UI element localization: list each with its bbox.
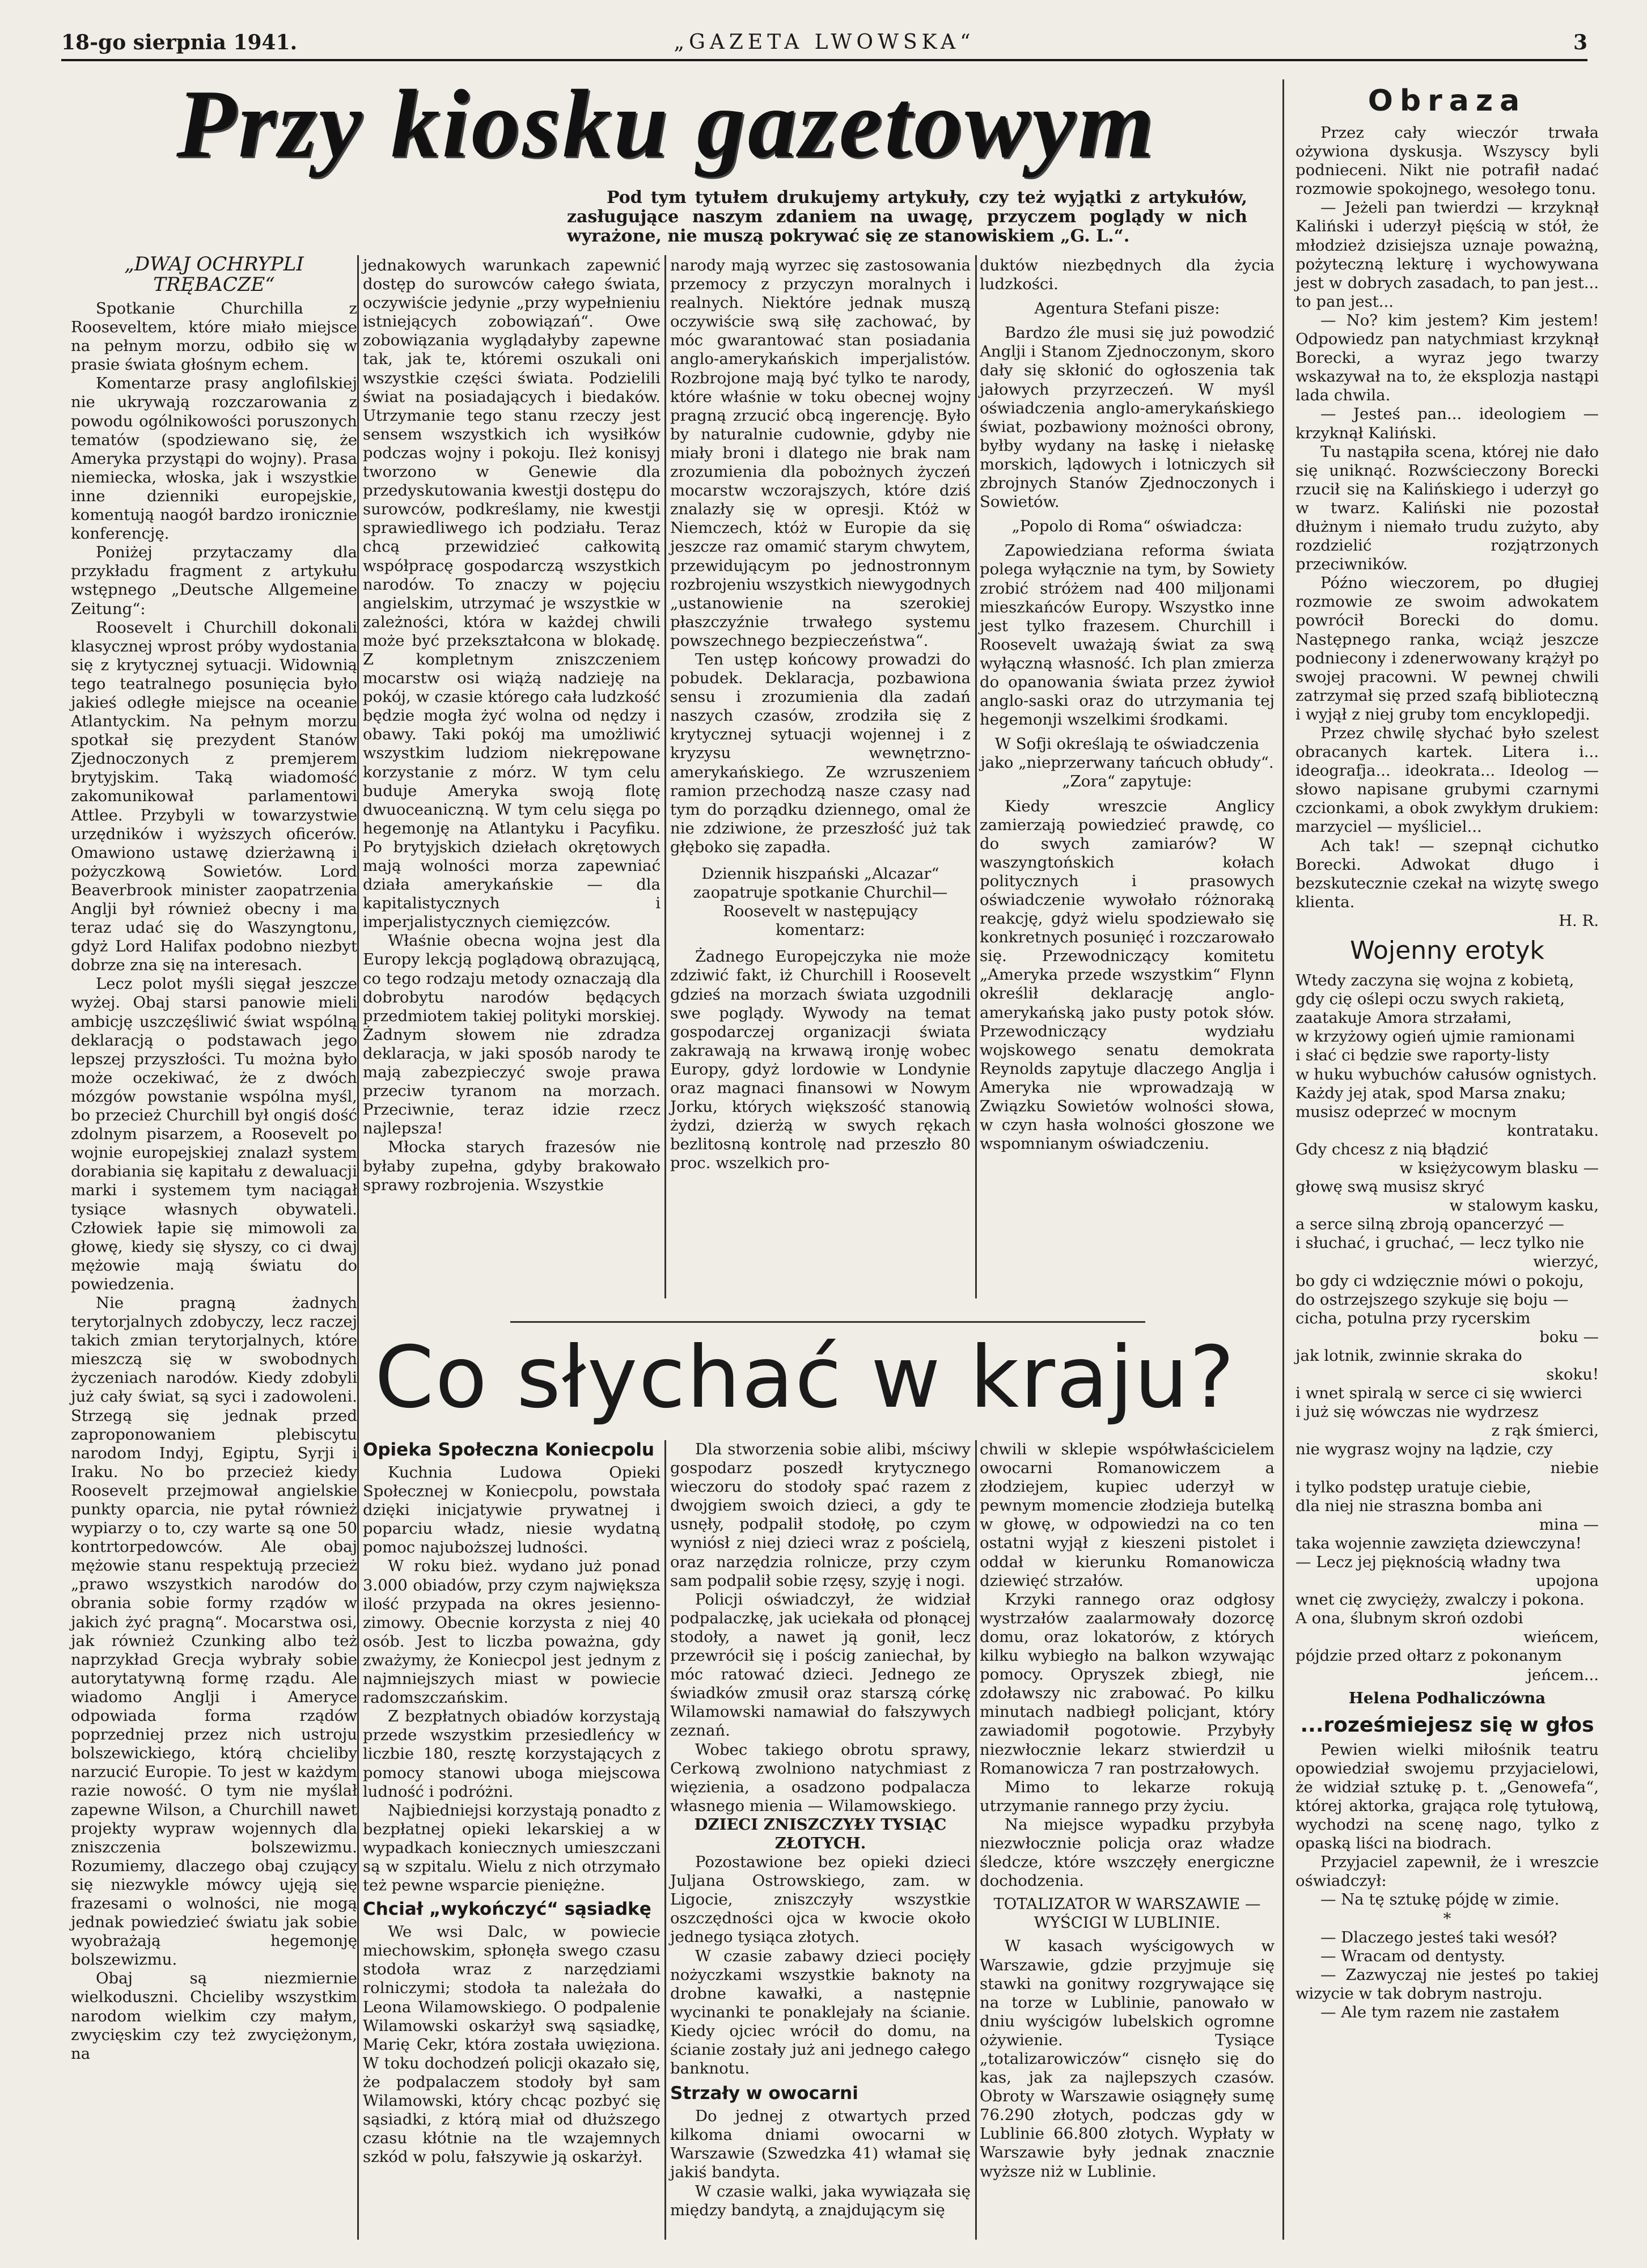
news-heading: TOTALIZATOR W WARSZAWIE — WYŚCIGI W LUBLINIE. xyxy=(993,1895,1261,1932)
right-column xyxy=(1295,84,1599,2022)
poem xyxy=(1295,971,1599,1708)
poem-line: zaatakuje Amora strzałami, xyxy=(1295,1009,1512,1027)
paragraph: Spotkanie Churchilla z Rooseveltem, które miało miejsce na pełnym morzu, odbiło się w prasie świata głośnym echem. xyxy=(71,299,357,374)
paragraph: Kuchnia Ludowa Opieki Społecznej w Koniecpolu, powstała dzięki inicjatywie prywatnej i poparciu władz, niesie wydatną pomoc najuboższej ludności. xyxy=(363,1463,661,1557)
paragraph: Mimo to lekarze rokują utrzymanie rannego przy życiu. xyxy=(980,1778,1275,1815)
poem-line: musisz odeprzeć w mocnym xyxy=(1295,1102,1517,1121)
paragraph: Poniżej przytaczamy dla przykładu fragment z artykułu wstępnego „Deutsche Allgemeine Zeitung“: xyxy=(71,543,357,618)
paragraph: narody mają wyrzec się zastosowania przemocy z przyczyn moralnych i realnych. Niektóre jednak muszą oczywiście swą siłę zachować, by móc gwarantować stan posiadania anglo-amerykańskich imperjalistów. Rozbrojone mają być tylko te narody, które właśnie w toku obecnej wojny pragną zrzucić obcą ingerencję. Było by naturalnie cudownie, gdyby nie miały broni i dlatego nie brak nam zrozumienia dla pobożnych życzeń mocarstw wczorajszych, które dziś znalazły się w opresji. Któż w Niemczech, któż w Europie da się jeszcze raz omamić starym chwytem, przewidującym po jednostronnym rozbrojeniu wszystkich niewygodnych „ustanowienie na szerokiej płaszczyźnie trwałego systemu powszechnego bezpieczeństwa“. xyxy=(670,256,971,650)
section2-column-2 xyxy=(670,1440,971,2220)
paragraph: Właśnie obecna wojna jest dla Europy lekcją poglądową obrazującą, co tego rodzaju metody oznaczają dla dobrobytu narodów będących przedmiotem takiej polityki morskiej. Żadnym słowem nie zdradza deklaracja, w jaki sposób narody te mają zabezpieczyć swoje prawa przeciw tyranom na morzach. Przeciwnie, teraz idzie rzecz najlepsza! xyxy=(363,932,661,1138)
paragraph: W kasach wyścigowych w Warszawie, gdzie przyjmuje się stawki na gonitwy rozgrywające się na torze w Lublinie, panowało w dniu wyścigów lubelskich ogromne ożywienie. Tysiące „totalizarowiczów“ cisnęło się do kas, jak za najlepszych czasów. Obroty w Warszawie osiągnęły sumę 76.290 złotych, podczas gdy w Lublinie 66.800 złotych. Wypłaty w Warszawie były jednak znacznie wyższe niż w Lublinie. xyxy=(980,1937,1275,2181)
section-title: Co słychać w kraju? xyxy=(374,1328,1236,1427)
paragraph: W czasie walki, jaka wywiązała się między bandytą, a znajdującym się xyxy=(670,2182,971,2219)
paragraph: Na miejsce wypadku przybyła niezwłocznie policja oraz władze śledcze, które wszczęły energiczne dochodzenia. xyxy=(980,1815,1275,1890)
poem-line: w księżycowym blasku — xyxy=(1399,1158,1599,1177)
poem-line: w krzyżowy ogień ujmie ramionami xyxy=(1295,1027,1575,1046)
paragraph: W roku bież. wydano już ponad 3.000 obiadów, przy czym największa ilość przypada na okres jesienno-zimowy. Obecnie korzysta z niej 40 osób. Jest to liczba poważna, gdy zważymy, że Koniecpol jest jednym z najmniejszych miast w powiecie radomszczańskim. xyxy=(363,1557,661,1707)
paragraph: — Jeżeli pan twierdzi — krzyknął Kaliński i uderzył pięścią w stół, że młodzież dzisiejsza uznaje poważną, pożyteczną lekturę i wychowywana jest w dobrych zasadach, to pan jest... to pan jest... xyxy=(1295,198,1599,311)
poem-line: a serce silną zbroją opancerzyć — xyxy=(1295,1215,1564,1234)
poem-line: pójdzie przed ołtarz z pokonanym xyxy=(1295,1647,1562,1665)
article-heading: „DWAJ OCHRYPLI TRĘBACZE“ xyxy=(124,253,304,296)
poem-line: A ona, ślubnym skroń ozdobi xyxy=(1295,1609,1523,1628)
poem-line: nie wygrasz wojny na lądzie, czy xyxy=(1295,1440,1553,1459)
page-number: 3 xyxy=(1573,31,1587,54)
paragraph: — Jesteś pan... ideologiem — krzyknął Kaliński. xyxy=(1295,405,1599,442)
paragraph: Do jednej z otwartych przed kilkoma dniami owocarni w Warszawie (Szwedzka 41) włamał się jakiś bandyta. xyxy=(670,2107,971,2182)
section2-column-3 xyxy=(980,1440,1275,2181)
paragraph: Lecz polot myśli sięgał jeszcze wyżej. Obaj starsi panowie mieli ambicję uszczęśliwić świat wspólną deklaracją o podstawach jego lepszej przyszłości. Tu można było może oczekiwać, że z dwóch mózgów powstanie wspólna myśl, bo przecież Churchill był ongiś dość zdolnym pisarzem, a Roosevelt po wojnie europejskiej znalazł system dorabiania się kapitału z dewaluacji marki i systemem tym naciągał tysiące własnych obywateli. Człowiek łapie się mimowoli za głowę, kiedy się słyszy, co ci dwaj mężowie mają światu do powiedzenia. xyxy=(71,975,357,1293)
section2-column-1 xyxy=(363,1440,661,2167)
poem-line: cicha, potulna przy rycerskim xyxy=(1295,1309,1531,1327)
newspaper-name: „GAZETA LWOWSKA“ xyxy=(674,31,975,54)
column-divider xyxy=(975,255,977,1298)
poem-line: taka wojennie zawzięta dziewczyna! xyxy=(1295,1534,1582,1552)
poem-line: Wtedy zaczyna się wojna z kobietą, xyxy=(1295,971,1574,990)
paragraph: Ach tak! — szepnął cichutko Borecki. Adwokat długo i bezskutecznie czekał na wizytę swego klienta. xyxy=(1295,836,1599,911)
poem-line: Gdy chcesz z nią błądzić xyxy=(1295,1140,1489,1158)
paragraph: Dla stworzenia sobie alibi, mściwy gospodarz poszedł krytycznego wieczoru do stodoły spać razem z dwojgiem swoich dzieci, a gdy te usnęły, podpalił stodołę, po czym wyniósł z niej dzieci wraz z pościelą, oraz narzędzia rolnicze, przy czym sam podpalił sobie rzęsy, szyję i nogi. xyxy=(670,1440,971,1590)
paragraph: Zapowiedziana reforma świata polega wyłącznie na tym, by Sowiety zrobić stróżem nad 400 miljonami mieszkańców Europy. Wszystko inne jest tylko frazesem. Churchill i Roosevelt uważają świat za swą wyłączną własność. Ich plan zmierza do opanowania świata przez żywioł anglo-saski oraz do utrzymania tej hegemonji wszelkimi środkami. xyxy=(980,541,1275,729)
paragraph: W czasie zabawy dzieci pocięły nożyczkami wszystkie baknoty na drobne kawałki, a następnie wycinanki te ponaklejały na ścianie. Kiedy ojciec wrócił do domu, na ścianie zostały już ani jednego całego banknotu. xyxy=(670,1947,971,2078)
paragraph: Tu nastąpiła scena, której nie dało się uniknąć. Rozwścieczony Borecki rzucił się na Kalińskiego i uderzył go w twarz. Kaliński nie pozostał dłużnym i niemało trudu zużyto, aby rozdzielić rozjątrzonych przeciwników. xyxy=(1295,442,1599,574)
poem-line: skoku! xyxy=(1546,1365,1599,1383)
paragraph: Żadnego Europejczyka nie może zdziwić fakt, iż Churchill i Roosevelt gdzieś na morzach świata uzgodnili swe poglądy. Wywody na temat gospodarczej organizacji świata zakrawają na krwawą ironję wobec Europy, gdyż lordowie w Londynie oraz magnaci finansowi w Nowym Jorku, których większość stanowią żydzi, dzierżą w swych rękach bezlitosną kontrolę nad przeszło 80 proc. wszelkich pro- xyxy=(670,947,971,1173)
paragraph: Wobec takiego obrotu sprawy, Cerkową zwolniono natychmiast z więzienia, a osadzono podpalacza własnego mienia — Wilamowskiego. xyxy=(670,1740,971,1815)
paragraph: jednakowych warunkach zapewnić dostęp do surowców całego świata, oczywiście jedynie „przy wypełnieniu istniejących zobowiązań“. Owe zobowiązania wyglądałyby zapewne tak, jak te, któremi oszukali oni wszystkie części świata. Podzielili świat na posiadających i biedaków. Utrzymanie tego stanu rzeczy jest sensem wszystkich ich wysiłków podczas wojny i pokoju. Ileż konisyj tworzono w Genewie dla przedyskutowania kwestji dostępu do surowców, podkreślamy, nie kwestji sprawiedliwego ich podziału. Teraz chcą przewidzieć całkowitą współpracę gospodarczą wszystkich narodów. To znaczy w pojęciu angielskim, utrzymać je wszystkie w zależności, która w każdej chwili może być przekształcona w blokadę. Z kompletnym zniszczeniem mocarstw osi wiążą nadzieję na pokój, w czasie którego cała ludzkość będzie mogła żyć wolna od nędzy i obawy. Taki pokój ma umożliwić wszystkim ludziom niekrępowane korzystanie z mórz. W tym celu buduje Ameryka swoją flotę dwuoceaniczną. W tym celu sięga po hegemonję na Atlantyku i Pacyfiku. Po brytyjskich dziełach okrętowych mają wolności morza zapewniać działa amerykańskie — dla kapitalistycznych i imperjalistycznych ciemięzców. xyxy=(363,256,661,932)
poem-line: mina — xyxy=(1539,1515,1599,1534)
paragraph: Najbiedniejsi korzystają ponadto z bezpłatnej opieki lekarskiej a w wypadkach koniecznych umieszczani są w szpitalu. Wielu z nich otrzymało też pewne wsparcie pieniężne. xyxy=(363,1801,661,1895)
paragraph: Przyjaciel zapewnił, że i wreszcie oświadczył: xyxy=(1295,1853,1599,1890)
paragraph: Krzyki rannego oraz odgłosy wystrzałów zaalarmowały dozorcę domu, oraz lokatorów, z których kilku wybiegło na balkon wzywając pomocy. Opryszek zbiegł, nie zdoławszy nic zrabować. Po kilku minutach nadbiegł policjant, który zawiadomił pogotowie. Przybyły niezwłocznie lekarz stwierdził u Romanowicza 7 ran postrzałowych. xyxy=(980,1590,1275,1778)
paragraph: Roosevelt i Churchill dokonali klasycznej wprost próby wydostania się z krytycznej sytuacji. Widownią tego teatralnego posunięcia było jakieś odległe miejsce na oceanie Atlantyckim. Na pełnym morzu spotkał się prezydent Stanów Zjednoczonych z premjerem brytyjskim. Taką wiadomość zakomunikował parlamentowi Attlee. Przybyli w towarzystwie urzędników i wyższych oficerów. Omawiono ustawę dzierżawną i pożyczkową Sowietów. Lord Beaverbrook minister zaopatrzenia Anglji był również obecny i ma teraz udać się do Waszyngtonu, gdyż Lord Halifax podobno niezbyt dobrze zna się na interesach. xyxy=(71,618,357,975)
column-divider xyxy=(1282,79,1284,2240)
column-divider xyxy=(357,255,359,2240)
quoted-source: Dziennik hiszpański „Alcazar“ zaopatruje spotkanie Churchil—Roosevelt w następujący komentarz: xyxy=(693,865,948,940)
author-initials: H. R. xyxy=(1559,911,1599,930)
poem-line: dla niej nie straszna bomba ani xyxy=(1295,1496,1543,1515)
poem-line: niebie xyxy=(1550,1459,1599,1478)
poem-line: i słuchać, i gruchać, — lecz tylko nie xyxy=(1295,1234,1585,1253)
paragraph: Przez chwilę słychać było szelest obracanych kartek. Litera i... ideografja... ideokrata... Ideolog — słowo napisane grubymi czarnymi czcionkami, a obok zwykłym drukiem: marzyciel — myśliciel... xyxy=(1295,724,1599,836)
poem-title: Wojenny erotyk xyxy=(1350,936,1544,966)
column-divider xyxy=(664,1440,666,2240)
page-header xyxy=(61,27,1587,61)
poem-line: do ostrzejszego szykuje się boju — xyxy=(1295,1290,1569,1309)
news-heading: Opieka Społeczna Koniecpolu xyxy=(363,1440,655,1460)
paragraph: Kiedy wreszcie Anglicy zamierzają powiedzieć prawdę, co do swych zamiarów? W waszyngtońskich kołach politycznych i prasowych oświadczenie wywołało różnoraką reakcję, gdyż wielu spodziewało się konkretnych posunięć i rozczarowało się. Przewodniczący komitetu „Ameryka przede wszystkim“ Flynn określił deklarację anglo-amerykańską jako pusty potok słów. Przewodniczący wydziału wojskowego senatu demokrata Reynolds zapytuje dlaczego Anglja i Ameryka nie wprowadzają w Związku Sowietów wolności słowa, w czyn hasła wolności głoszone we wspomnianym oświadczeniu. xyxy=(980,797,1275,1153)
poem-line: wieńcem, xyxy=(1523,1628,1599,1647)
paragraph: Komentarze prasy anglofilskiej nie ukrywają rozczarowania z powodu ogólnikowości poruszonych tematów (spodziewano się, że Ameryka przystąpi do wojny). Prasa niemiecka, włoska, jak i wszystkie inne dzienniki europejskie, komentują naogół bardzo ironicznie konferencję. xyxy=(71,374,357,543)
column-divider xyxy=(975,1440,977,2240)
paragraph: Bardzo źle musi się już powodzić Anglji i Stanom Zjednoczonym, skoro dały się skłonić do ogłoszenia tak jałowych przyrzeczeń. W myśl oświadczenia anglo-amerykańskiego świat, pozbawiony możności obrony, byłby wydany na łaskę i niełaskę morskich, lądowych i lotniczych sił zbrojnych Stanów Zjednoczonych i Sowietów. xyxy=(980,324,1275,511)
paragraph: — Wracam od dentysty. xyxy=(1320,1947,1506,1965)
paragraph: Nie pragną żadnych terytorjalnych zdobyczy, lecz raczej takich zmian terytorjalnych, które mieszczą się w swobodnych życzeniach narodów. Kiedy zdobyli już cały świat, są syci i zadowoleni. Strzegą się jednak przed zaproponowaniem plebiscytu narodom Indyj, Egiptu, Syrji i Iraku. No bo przecież kiedy Roosevelt przejmował angielskie punkty oparcia, nie pytał również wypiarzy o to, czy warte są one 50 kontrtorpedowców. Ale obaj mężowie stanu respektują przecież „prawo wszystkich narodów do obrania sobie formy rządów w jakich żyć pragną“. Mocarstwa osi, jak również Czunking albo też naprzykład Grecja wybrały sobie autorytatywną formę rządu. Ale wiadomo Anglji i Ameryce odpowiada forma rządów poprzedniej przez nich ustroju bolszewickiego, którą chcieliby narzucić Europie. To jest w każdym razie nowość. O tym nie myślał zapewne Wilson, a Churchill nawet projekty wypraw wojennych dla zniszczenia bolszewizmu. Rozumiemy, dlaczego obaj czujący się niezwykle mówcy ujęją się frazesami o wolności, nie mogą jednak powiedzieć światu jak sobie wyobrażają hegemonję bolszewizmu. xyxy=(71,1293,357,1969)
paragraph: Ten ustęp końcowy prowadzi do pobudek. Deklaracja, pozbawiona sensu i zrozumienia dla zadań naszych czasów, zrodziła się z krytycznej sytuacji wojennej i z kryzysu wewnętrzno-amerykańskiego. Ze wzruszeniem ramion przechodzą nasze czasy nad tym do porządku dziennego, omal że nie zdziwione, że przeszłość już tak głęboko się zapadła. xyxy=(670,650,971,856)
intro-note: Pod tym tytułem drukujemy artykuły, czy też wyjątki z artykułów, zasługujące naszym zdaniem na uwagę, przyczem poglądy w nich wyrażone, nie muszą pokrywać się ze stanowiskiem „G. L.“. xyxy=(567,188,1247,246)
column-1 xyxy=(71,254,357,2063)
paragraph: — Dlaczego jesteś taki wesół? xyxy=(1320,1928,1557,1947)
paragraph: Późno wieczorem, po długiej rozmowie ze swoim adwokatem powrócił Borecki do domu. Następnego ranka, wciąż jeszcze podniecony i zdenerwowany krążył po swojej pracowni. W pewnej chwili zatrzymał się przed szafą biblioteczną i wyjął z niej gruby tom encyklopedji. xyxy=(1295,574,1599,723)
poem-line: — Lecz jej pięknością władny twa xyxy=(1295,1552,1561,1571)
poem-line: i tylko podstęp uratuje ciebie, xyxy=(1295,1478,1531,1496)
column-2 xyxy=(363,256,661,1195)
poem-line: z rąk śmierci, xyxy=(1491,1421,1599,1440)
poem-line: w stalowym kasku, xyxy=(1449,1196,1599,1215)
paragraph: — Ale tym razem nie zastałem xyxy=(1320,2003,1560,2021)
news-heading: Chciał „wykończyć“ sąsiadkę xyxy=(363,1899,651,1920)
paragraph: Młocka starych frazesów nie byłaby zupełna, gdyby brakowało sprawy rozbrojenia. Wszystkie xyxy=(363,1138,661,1194)
poem-line: kontratаku. xyxy=(1506,1121,1599,1140)
paragraph: — No? kim jestem? Kim jestem! Odpowiedz pan natychmiast krzyknął Borecki, a wyraz jego twarzy wskazywał na to, że eksplozja nastąpi lada chwila. xyxy=(1295,311,1599,405)
main-title: Przy kiosku gazetowym xyxy=(176,70,1156,178)
paragraph: Policji oświadczył, że widział podpalaczkę, jak uciekała od płonącej stodoły, a nawet ją gonił, lecz przewrócił się i pościg zaniechał, by móc ratować dzieci. Jednego ze świadków zmusił oraz starszą córkę Wilamowski namawiał do fałszywych zeznań. xyxy=(670,1590,971,1740)
news-heading: DZIECI ZNISZCZYŁY TYSIĄC ZŁOTYCH. xyxy=(694,1815,947,1852)
paragraph: Przez cały wieczór trwała ożywiona dyskusja. Wszyscy byli podnieceni. Nikt nie potrafił nadać rozmowie spokojnego, wesołego tonu. xyxy=(1295,124,1599,198)
column-3 xyxy=(670,256,971,1173)
paragraph: — Zazwyczaj nie jesteś po takiej wizycie w tak dobrym nastroju. xyxy=(1295,1965,1599,2003)
paragraph: Obaj są niezmiernie wielkoduszni. Chcieliby wszystkim narodom wielkim czy małym, zwycięskim czy też zwyciężonym, na xyxy=(71,1969,357,2063)
paragraph: chwili w sklepie współwłaścicielem owocarni Romanowiczem a złodziejem, kupiec uderzył w pewnym momencie złodzieja butelką w głowę, w odpowiedzi na co ten ostatni wyjął z kieszeni pistolet i oddał w kierunku Romanowicza dziewięć strzałów. xyxy=(980,1440,1275,1590)
poem-line: wierzyć, xyxy=(1533,1253,1599,1271)
poem-line: Każdy jej atak, spod Marsa znaku; xyxy=(1295,1084,1566,1102)
poem-line: głowę swą musisz skryć xyxy=(1295,1178,1485,1196)
poem-line: i słać ci będzie swe raporty-listy xyxy=(1295,1046,1549,1065)
quoted-source: W Sofji określają te oświadczenia jako „nieprzerwany tańcuch obłudy“. „Zora“ zapytuje: xyxy=(980,735,1274,791)
poem-author: Helena Podhaliczówna xyxy=(1348,1689,1546,1707)
story-title: Obraza xyxy=(1367,84,1527,118)
poem-line: upojona xyxy=(1535,1572,1599,1590)
poem-line: bo gdy ci wdzięcznie mówi o pokoju, xyxy=(1295,1271,1584,1290)
issue-date: 18-go sierpnia 1941. xyxy=(61,31,298,54)
poem-line: jak lotnik, zwinnie skraka do xyxy=(1295,1346,1522,1365)
section-divider xyxy=(510,1321,1145,1323)
paragraph: Z bezpłatnych obiadów korzystają przede wszystkim przesiedleńcy w liczbie 180, resztę korzystających z pomocy stanowi uboga miejscowa ludność i podróżni. xyxy=(363,1707,661,1801)
quoted-source: „Popolo di Roma“ oświadcza: xyxy=(1011,517,1243,536)
news-heading: Strzały w owocarni xyxy=(670,2083,858,2104)
poem-line: i wnet spiralą w serce ci się wwierci xyxy=(1295,1384,1582,1403)
paragraph: duktów niezbędnych dla życia ludzkości. xyxy=(980,256,1275,294)
story-title: ...roześmiejesz się w głos xyxy=(1300,1713,1594,1737)
quoted-source: Agentura Stefani pisze: xyxy=(1034,299,1220,318)
poem-line: boku — xyxy=(1539,1327,1599,1346)
column-divider xyxy=(664,255,666,1298)
poem-line: i już się wówczas nie wydrzesz xyxy=(1295,1403,1539,1421)
poem-line: gdy cię oślepi oczu swych rakietą, xyxy=(1295,990,1565,1009)
poem-line: jeńcem... xyxy=(1527,1665,1599,1684)
poem-line: wnet cię zwycięży, zwalczy i pokona. xyxy=(1295,1590,1585,1609)
paragraph: — Na tę sztukę pójdę w zimie. xyxy=(1320,1890,1560,1909)
column-4 xyxy=(980,256,1275,1153)
poem-line: w huku wybuchów całusów ognistych. xyxy=(1295,1065,1597,1084)
separator-asterisk: * xyxy=(1443,1909,1451,1928)
paragraph: We wsi Dalc, w powiecie miechowskim, spłonęła swego czasu stodoła wraz z narzędziami rolniczymi; stodoła ta należała do Leona Wilamowskiego. O podpalenie Wilamowski oskarżył swą sąsiadkę, Marię Cekr, która została uwięziona. W toku dochodzeń policji okazało się, że podpalaczem stodoły był sam Wilamowski, który chcąc pozbyć się sąsiadki, z którą miał od dłuższego czasu kłótnie na tle wzajemnych szkód w polu, fałszywie ją oskarżył. xyxy=(363,1923,661,2167)
paragraph: Pozostawione bez opieki dzieci Juljana Ostrowskiego, zam. w Ligocie, zniszczyły wszystkie oszczędności ojca w kwocie około jednego tysiąca złotych. xyxy=(670,1853,971,1947)
paragraph: Pewien wielki miłośnik teatru opowiedział swojemu przyjacielowi, że widział sztukę p. t. „Genowefa“, której aktorka, grająca rolę tytułową, wychodzi na scenę nago, tylko z opaską liści na biodrach. xyxy=(1295,1740,1599,1853)
